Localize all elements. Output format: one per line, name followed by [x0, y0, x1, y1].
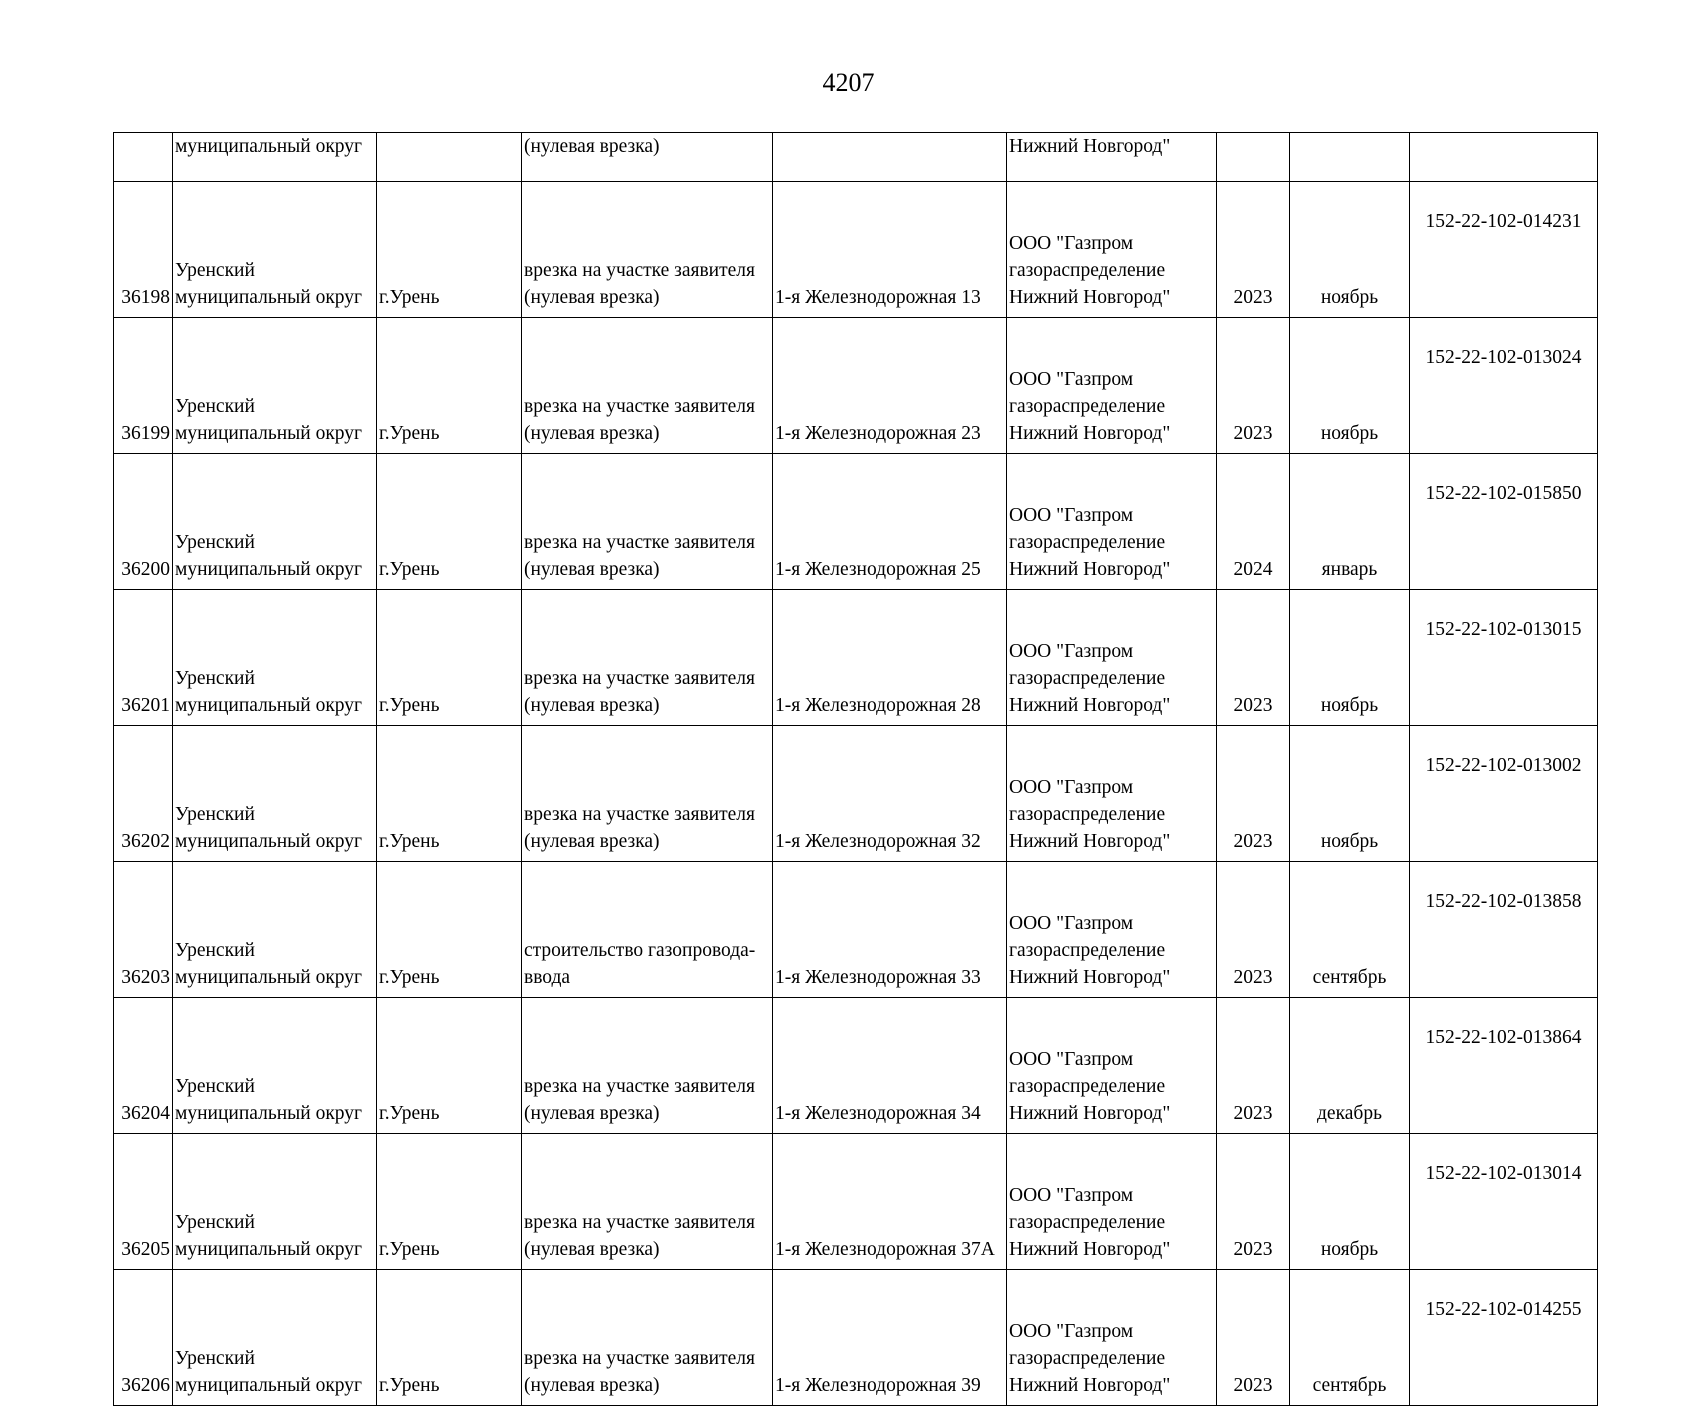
cell-street: 1-я Железнодорожная 28 [773, 590, 1007, 726]
cell-month: ноябрь [1290, 726, 1410, 862]
cell-district: муниципальный округ [173, 133, 377, 182]
cell-year: 2023 [1217, 590, 1290, 726]
cell-number: 36204 [114, 998, 173, 1134]
cell-city: г.Урень [377, 182, 522, 318]
cell-month: ноябрь [1290, 590, 1410, 726]
cell-year: 2023 [1217, 998, 1290, 1134]
cell-month: ноябрь [1290, 318, 1410, 454]
cell-code: 152-22-102-013024 [1410, 318, 1598, 454]
cell-district: Уренский муниципальный округ [173, 454, 377, 590]
cell-organization: ООО "Газпром газораспределение Нижний Новгород" [1007, 1134, 1217, 1270]
cell-month [1290, 133, 1410, 182]
cell-city: г.Урень [377, 998, 522, 1134]
table-row [114, 318, 1598, 454]
cell-district: Уренский муниципальный округ [173, 998, 377, 1134]
cell-number: 36200 [114, 454, 173, 590]
cell-year: 2023 [1217, 182, 1290, 318]
cell-code: 152-22-102-013014 [1410, 1134, 1598, 1270]
cell-code: 152-22-102-013002 [1410, 726, 1598, 862]
cell-work-type: врезка на участке заявителя (нулевая врезка) [522, 726, 773, 862]
cell-district: Уренский муниципальный округ [173, 318, 377, 454]
cell-work-type: врезка на участке заявителя (нулевая врезка) [522, 182, 773, 318]
cell-street [773, 133, 1007, 182]
cell-work-type: врезка на участке заявителя (нулевая врезка) [522, 590, 773, 726]
cell-number: 36198 [114, 182, 173, 318]
cell-code [1410, 133, 1598, 182]
cell-month: январь [1290, 454, 1410, 590]
cell-month: сентябрь [1290, 862, 1410, 998]
cell-city: г.Урень [377, 726, 522, 862]
cell-district: Уренский муниципальный округ [173, 1270, 377, 1406]
cell-number: 36203 [114, 862, 173, 998]
cell-organization: ООО "Газпром газораспределение Нижний Новгород" [1007, 862, 1217, 998]
cell-district: Уренский муниципальный округ [173, 862, 377, 998]
cell-organization: ООО "Газпром газораспределение Нижний Новгород" [1007, 726, 1217, 862]
cell-street: 1-я Железнодорожная 33 [773, 862, 1007, 998]
cell-district: Уренский муниципальный округ [173, 726, 377, 862]
cell-city [377, 133, 522, 182]
cell-organization: ООО "Газпром газораспределение Нижний Новгород" [1007, 590, 1217, 726]
cell-city: г.Урень [377, 1134, 522, 1270]
cell-street: 1-я Железнодорожная 23 [773, 318, 1007, 454]
table-body [114, 133, 1598, 1406]
cell-district: Уренский муниципальный округ [173, 590, 377, 726]
table-row [114, 182, 1598, 318]
cell-month: ноябрь [1290, 1134, 1410, 1270]
cell-street: 1-я Железнодорожная 34 [773, 998, 1007, 1134]
cell-work-type: врезка на участке заявителя (нулевая врезка) [522, 998, 773, 1134]
cell-year: 2024 [1217, 454, 1290, 590]
cell-month: ноябрь [1290, 182, 1410, 318]
registry-table [113, 132, 1598, 1406]
cell-city: г.Урень [377, 318, 522, 454]
cell-organization: ООО "Газпром газораспределение Нижний Новгород" [1007, 182, 1217, 318]
cell-street: 1-я Железнодорожная 25 [773, 454, 1007, 590]
cell-code: 152-22-102-014231 [1410, 182, 1598, 318]
cell-code: 152-22-102-013864 [1410, 998, 1598, 1134]
table-row [114, 862, 1598, 998]
cell-number [114, 133, 173, 182]
cell-number: 36206 [114, 1270, 173, 1406]
table-row [114, 998, 1598, 1134]
table-row [114, 1134, 1598, 1270]
cell-organization: ООО "Газпром газораспределение Нижний Новгород" [1007, 998, 1217, 1134]
cell-year: 2023 [1217, 318, 1290, 454]
table-row [114, 590, 1598, 726]
cell-number: 36199 [114, 318, 173, 454]
cell-work-type: врезка на участке заявителя (нулевая врезка) [522, 1270, 773, 1406]
cell-work-type: (нулевая врезка) [522, 133, 773, 182]
cell-number: 36201 [114, 590, 173, 726]
cell-work-type: врезка на участке заявителя (нулевая врезка) [522, 1134, 773, 1270]
table-row [114, 1270, 1598, 1406]
cell-district: Уренский муниципальный округ [173, 182, 377, 318]
cell-street: 1-я Железнодорожная 13 [773, 182, 1007, 318]
cell-code: 152-22-102-013015 [1410, 590, 1598, 726]
cell-street: 1-я Железнодорожная 37А [773, 1134, 1007, 1270]
cell-work-type: строительство газопровода- ввода [522, 862, 773, 998]
cell-district: Уренский муниципальный округ [173, 1134, 377, 1270]
cell-street: 1-я Железнодорожная 39 [773, 1270, 1007, 1406]
cell-year [1217, 133, 1290, 182]
cell-organization: ООО "Газпром газораспределение Нижний Новгород" [1007, 1270, 1217, 1406]
cell-organization: ООО "Газпром газораспределение Нижний Новгород" [1007, 318, 1217, 454]
cell-city: г.Урень [377, 862, 522, 998]
cell-organization: Нижний Новгород" [1007, 133, 1217, 182]
cell-code: 152-22-102-015850 [1410, 454, 1598, 590]
cell-code: 152-22-102-014255 [1410, 1270, 1598, 1406]
cell-city: г.Урень [377, 590, 522, 726]
cell-number: 36205 [114, 1134, 173, 1270]
cell-month: сентябрь [1290, 1270, 1410, 1406]
cell-city: г.Урень [377, 454, 522, 590]
cell-year: 2023 [1217, 862, 1290, 998]
table-row [114, 726, 1598, 862]
cell-number: 36202 [114, 726, 173, 862]
table-row-continuation [114, 133, 1598, 182]
page-number: 4207 [822, 68, 875, 97]
table-row [114, 454, 1598, 590]
cell-work-type: врезка на участке заявителя (нулевая врезка) [522, 454, 773, 590]
cell-month: декабрь [1290, 998, 1410, 1134]
cell-city: г.Урень [377, 1270, 522, 1406]
cell-organization: ООО "Газпром газораспределение Нижний Новгород" [1007, 454, 1217, 590]
cell-year: 2023 [1217, 726, 1290, 862]
cell-year: 2023 [1217, 1134, 1290, 1270]
cell-year: 2023 [1217, 1270, 1290, 1406]
cell-street: 1-я Железнодорожная 32 [773, 726, 1007, 862]
cell-code: 152-22-102-013858 [1410, 862, 1598, 998]
cell-work-type: врезка на участке заявителя (нулевая врезка) [522, 318, 773, 454]
